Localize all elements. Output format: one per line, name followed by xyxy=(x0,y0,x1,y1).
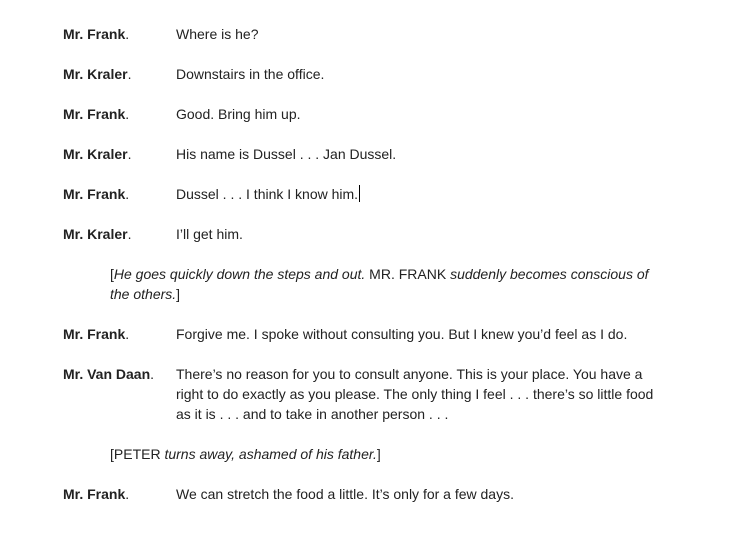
dialogue-text: I’ll get him. xyxy=(176,226,243,242)
dialogue-text: We can stretch the food a little. It’s only for a few days. xyxy=(176,486,514,502)
speaker-name: Mr. Frank. xyxy=(63,486,130,502)
stage-direction: [PETER turns away, ashamed of his father.] xyxy=(110,446,381,462)
dialogue-text-editable[interactable]: Dussel . . . I think I know him. xyxy=(176,186,359,202)
speaker-name: Mr. Frank. xyxy=(63,26,130,42)
speaker-name: Mr. Kraler. xyxy=(63,146,132,162)
speaker-name: Mr. Frank. xyxy=(63,326,130,342)
speaker-name: Mr. Kraler. xyxy=(63,66,132,82)
speaker-name: Mr. Kraler. xyxy=(63,226,132,242)
dialogue-text: Where is he? xyxy=(176,26,259,42)
speaker-name: Mr. Frank. xyxy=(63,106,130,122)
dialogue-text: There’s no reason for you to consult anyone. This is your place. You have a right to do exactly as you please. The only thing I feel . . . there’s so little food as it is . . . and to take in another person . . . xyxy=(176,366,654,422)
speaker-name: Mr. Frank. xyxy=(63,186,130,202)
text-cursor xyxy=(359,185,360,202)
stage-direction: [He goes quickly down the steps and out. MR. FRANK suddenly becomes conscious of the others.] xyxy=(110,266,649,302)
speaker-name: Mr. Van Daan. xyxy=(63,366,155,382)
dialogue-text: His name is Dussel . . . Jan Dussel. xyxy=(176,146,397,162)
dialogue-text: Forgive me. I spoke without consulting you. But I knew you’d feel as I do. xyxy=(176,326,628,342)
dialogue-text: Downstairs in the office. xyxy=(176,66,325,82)
dialogue-text: Good. Bring him up. xyxy=(176,106,301,122)
